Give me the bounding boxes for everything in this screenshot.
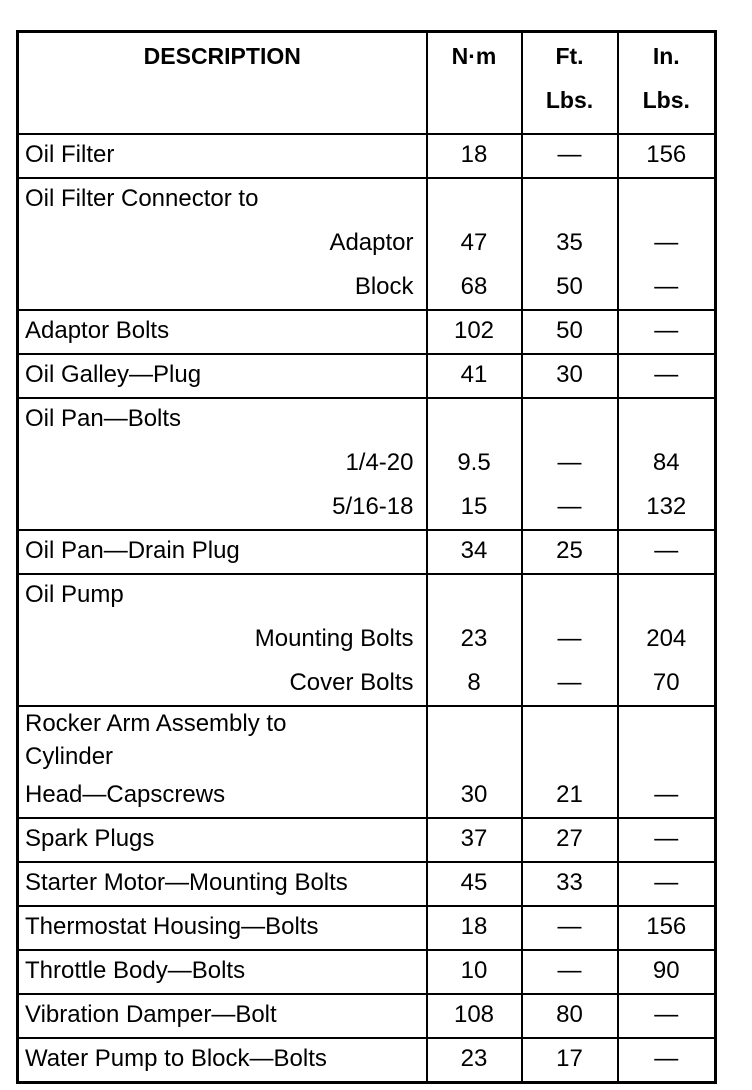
table-header	[18, 32, 716, 135]
table-row	[18, 950, 716, 994]
description-cell	[18, 310, 427, 354]
header-in-line2: Lbs.	[642, 87, 690, 113]
value-text: 21	[556, 781, 583, 808]
value-text: —	[654, 781, 679, 808]
description-cell	[18, 178, 427, 310]
value-text: —	[654, 869, 679, 896]
description-cell	[18, 354, 427, 398]
description-cell	[18, 134, 427, 178]
table-body	[18, 134, 716, 1083]
ft-lbs-cell	[522, 706, 618, 818]
nm-cell	[427, 354, 522, 398]
ft-lbs-cell	[522, 530, 618, 574]
nm-cell	[427, 1038, 522, 1083]
nm-cell	[427, 818, 522, 862]
value-text	[434, 399, 515, 441]
value-text: 132	[646, 493, 687, 520]
ft-lbs-cell	[522, 994, 618, 1038]
ft-lbs-cell	[522, 178, 618, 310]
header-ft-line2: Lbs.	[545, 87, 594, 113]
value-text	[434, 179, 515, 221]
value-text: —	[557, 957, 582, 984]
value-text: —	[557, 669, 582, 696]
description-text: 5/16-18	[332, 493, 414, 520]
value-text: —	[557, 449, 582, 476]
value-text	[529, 740, 611, 773]
value-text	[434, 575, 515, 617]
in-lbs-cell	[618, 398, 716, 530]
value-text: 70	[652, 669, 680, 696]
table-row	[18, 310, 716, 354]
table-row	[18, 398, 716, 530]
value-text: 18	[460, 913, 488, 940]
description-text: Water Pump to Block—Bolts	[25, 1045, 327, 1072]
in-lbs-cell	[618, 354, 716, 398]
header-ft-line1: Ft.	[555, 43, 584, 69]
value-text: 23	[460, 1045, 488, 1072]
value-text: 17	[556, 1045, 583, 1072]
value-text: 204	[646, 625, 687, 652]
value-text	[625, 707, 709, 740]
description-cell	[18, 994, 427, 1038]
nm-cell	[427, 862, 522, 906]
ft-lbs-cell	[522, 906, 618, 950]
nm-cell	[427, 574, 522, 706]
ft-lbs-cell	[522, 398, 618, 530]
nm-cell	[427, 906, 522, 950]
value-text	[625, 740, 709, 773]
nm-cell	[427, 178, 522, 310]
value-text: —	[654, 361, 679, 388]
description-cell	[18, 862, 427, 906]
value-text: 9.5	[457, 449, 491, 476]
value-text: —	[654, 537, 679, 564]
ft-lbs-cell	[522, 354, 618, 398]
nm-cell	[427, 310, 522, 354]
torque-spec-table	[16, 30, 717, 1084]
description-text: Head—Capscrews	[25, 781, 226, 808]
description-text: Throttle Body—Bolts	[25, 957, 246, 984]
description-cell	[18, 706, 427, 818]
in-lbs-cell	[618, 906, 716, 950]
description-text: Spark Plugs	[25, 825, 155, 852]
value-text: —	[654, 1001, 679, 1028]
header-ft-lbs	[522, 32, 618, 135]
nm-cell	[427, 950, 522, 994]
in-lbs-cell	[618, 994, 716, 1038]
value-text: 33	[556, 869, 583, 896]
nm-cell	[427, 398, 522, 530]
description-text: Cylinder	[25, 743, 114, 770]
value-text: 84	[652, 449, 680, 476]
in-lbs-cell	[618, 178, 716, 310]
description-cell	[18, 950, 427, 994]
table-row	[18, 574, 716, 706]
description-text: Oil Pan—Bolts	[25, 405, 182, 432]
value-text: 35	[556, 229, 583, 256]
table-row	[18, 906, 716, 950]
value-text: 27	[556, 825, 583, 852]
value-text: 108	[453, 1001, 495, 1028]
value-text	[529, 179, 611, 221]
ft-lbs-cell	[522, 1038, 618, 1083]
value-text	[529, 575, 611, 617]
description-text: Mounting Bolts	[254, 625, 414, 652]
description-text: Oil Galley—Plug	[25, 361, 202, 388]
value-text: 18	[460, 141, 488, 168]
ft-lbs-cell	[522, 134, 618, 178]
nm-cell	[427, 530, 522, 574]
value-text: 30	[460, 781, 488, 808]
value-text: 37	[460, 825, 488, 852]
value-text: 80	[556, 1001, 583, 1028]
value-text: —	[654, 825, 679, 852]
value-text: 50	[556, 317, 583, 344]
header-in-line1: In.	[652, 43, 680, 69]
table-row	[18, 530, 716, 574]
table-row	[18, 994, 716, 1038]
in-lbs-cell	[618, 574, 716, 706]
description-text: Rocker Arm Assembly to	[25, 710, 287, 737]
in-lbs-cell	[618, 310, 716, 354]
nm-cell	[427, 994, 522, 1038]
nm-cell	[427, 706, 522, 818]
value-text: 15	[460, 493, 488, 520]
value-text: —	[654, 229, 679, 256]
table-row	[18, 862, 716, 906]
table-row	[18, 818, 716, 862]
description-cell	[18, 530, 427, 574]
value-text	[434, 707, 515, 740]
value-text	[625, 399, 709, 441]
table-row	[18, 134, 716, 178]
header-in-lbs	[618, 32, 716, 135]
value-text: 8	[467, 669, 481, 696]
value-text: 156	[646, 141, 687, 168]
value-text: 156	[646, 913, 687, 940]
description-text: Cover Bolts	[289, 669, 414, 696]
value-text: 41	[460, 361, 488, 388]
value-text	[625, 179, 709, 221]
description-text: Oil Filter Connector to	[25, 185, 259, 212]
ft-lbs-cell	[522, 862, 618, 906]
description-cell	[18, 818, 427, 862]
value-text: —	[557, 493, 582, 520]
value-text: —	[654, 273, 679, 300]
value-text	[529, 399, 611, 441]
value-text: 23	[460, 625, 488, 652]
table-row	[18, 178, 716, 310]
description-text: Oil Pan—Drain Plug	[25, 537, 240, 564]
value-text	[434, 740, 515, 773]
description-cell	[18, 1038, 427, 1083]
ft-lbs-cell	[522, 818, 618, 862]
value-text: —	[557, 913, 582, 940]
header-description: DESCRIPTION	[18, 32, 427, 135]
value-text: 102	[453, 317, 495, 344]
in-lbs-cell	[618, 862, 716, 906]
description-text: Adaptor	[329, 229, 414, 256]
description-text: Adaptor Bolts	[25, 317, 170, 344]
nm-cell	[427, 134, 522, 178]
value-text: —	[557, 141, 582, 168]
value-text: —	[654, 317, 679, 344]
in-lbs-cell	[618, 530, 716, 574]
description-text: Oil Pump	[25, 581, 124, 608]
header-nm: N·m	[427, 32, 522, 135]
value-text: 10	[460, 957, 488, 984]
in-lbs-cell	[618, 1038, 716, 1083]
description-text: Oil Filter	[25, 141, 115, 168]
description-text: Thermostat Housing—Bolts	[25, 913, 319, 940]
value-text: 50	[556, 273, 583, 300]
in-lbs-cell	[618, 950, 716, 994]
description-text: Vibration Damper—Bolt	[25, 1001, 277, 1028]
value-text: 30	[556, 361, 583, 388]
value-text: 90	[652, 957, 680, 984]
table-row	[18, 706, 716, 818]
table-row	[18, 354, 716, 398]
value-text: 34	[460, 537, 488, 564]
value-text: 25	[556, 537, 583, 564]
value-text: 47	[460, 229, 488, 256]
description-cell	[18, 906, 427, 950]
value-text: 68	[460, 273, 488, 300]
value-text: —	[654, 1045, 679, 1072]
in-lbs-cell	[618, 706, 716, 818]
value-text	[625, 575, 709, 617]
in-lbs-cell	[618, 134, 716, 178]
in-lbs-cell	[618, 818, 716, 862]
value-text	[529, 707, 611, 740]
description-text: Block	[354, 273, 414, 300]
description-cell	[18, 398, 427, 530]
description-cell	[18, 574, 427, 706]
value-text: —	[557, 625, 582, 652]
ft-lbs-cell	[522, 574, 618, 706]
description-text: Starter Motor—Mounting Bolts	[25, 869, 348, 896]
table-row	[18, 1038, 716, 1083]
description-text: 1/4-20	[345, 449, 414, 476]
value-text: 45	[460, 869, 488, 896]
ft-lbs-cell	[522, 310, 618, 354]
ft-lbs-cell	[522, 950, 618, 994]
